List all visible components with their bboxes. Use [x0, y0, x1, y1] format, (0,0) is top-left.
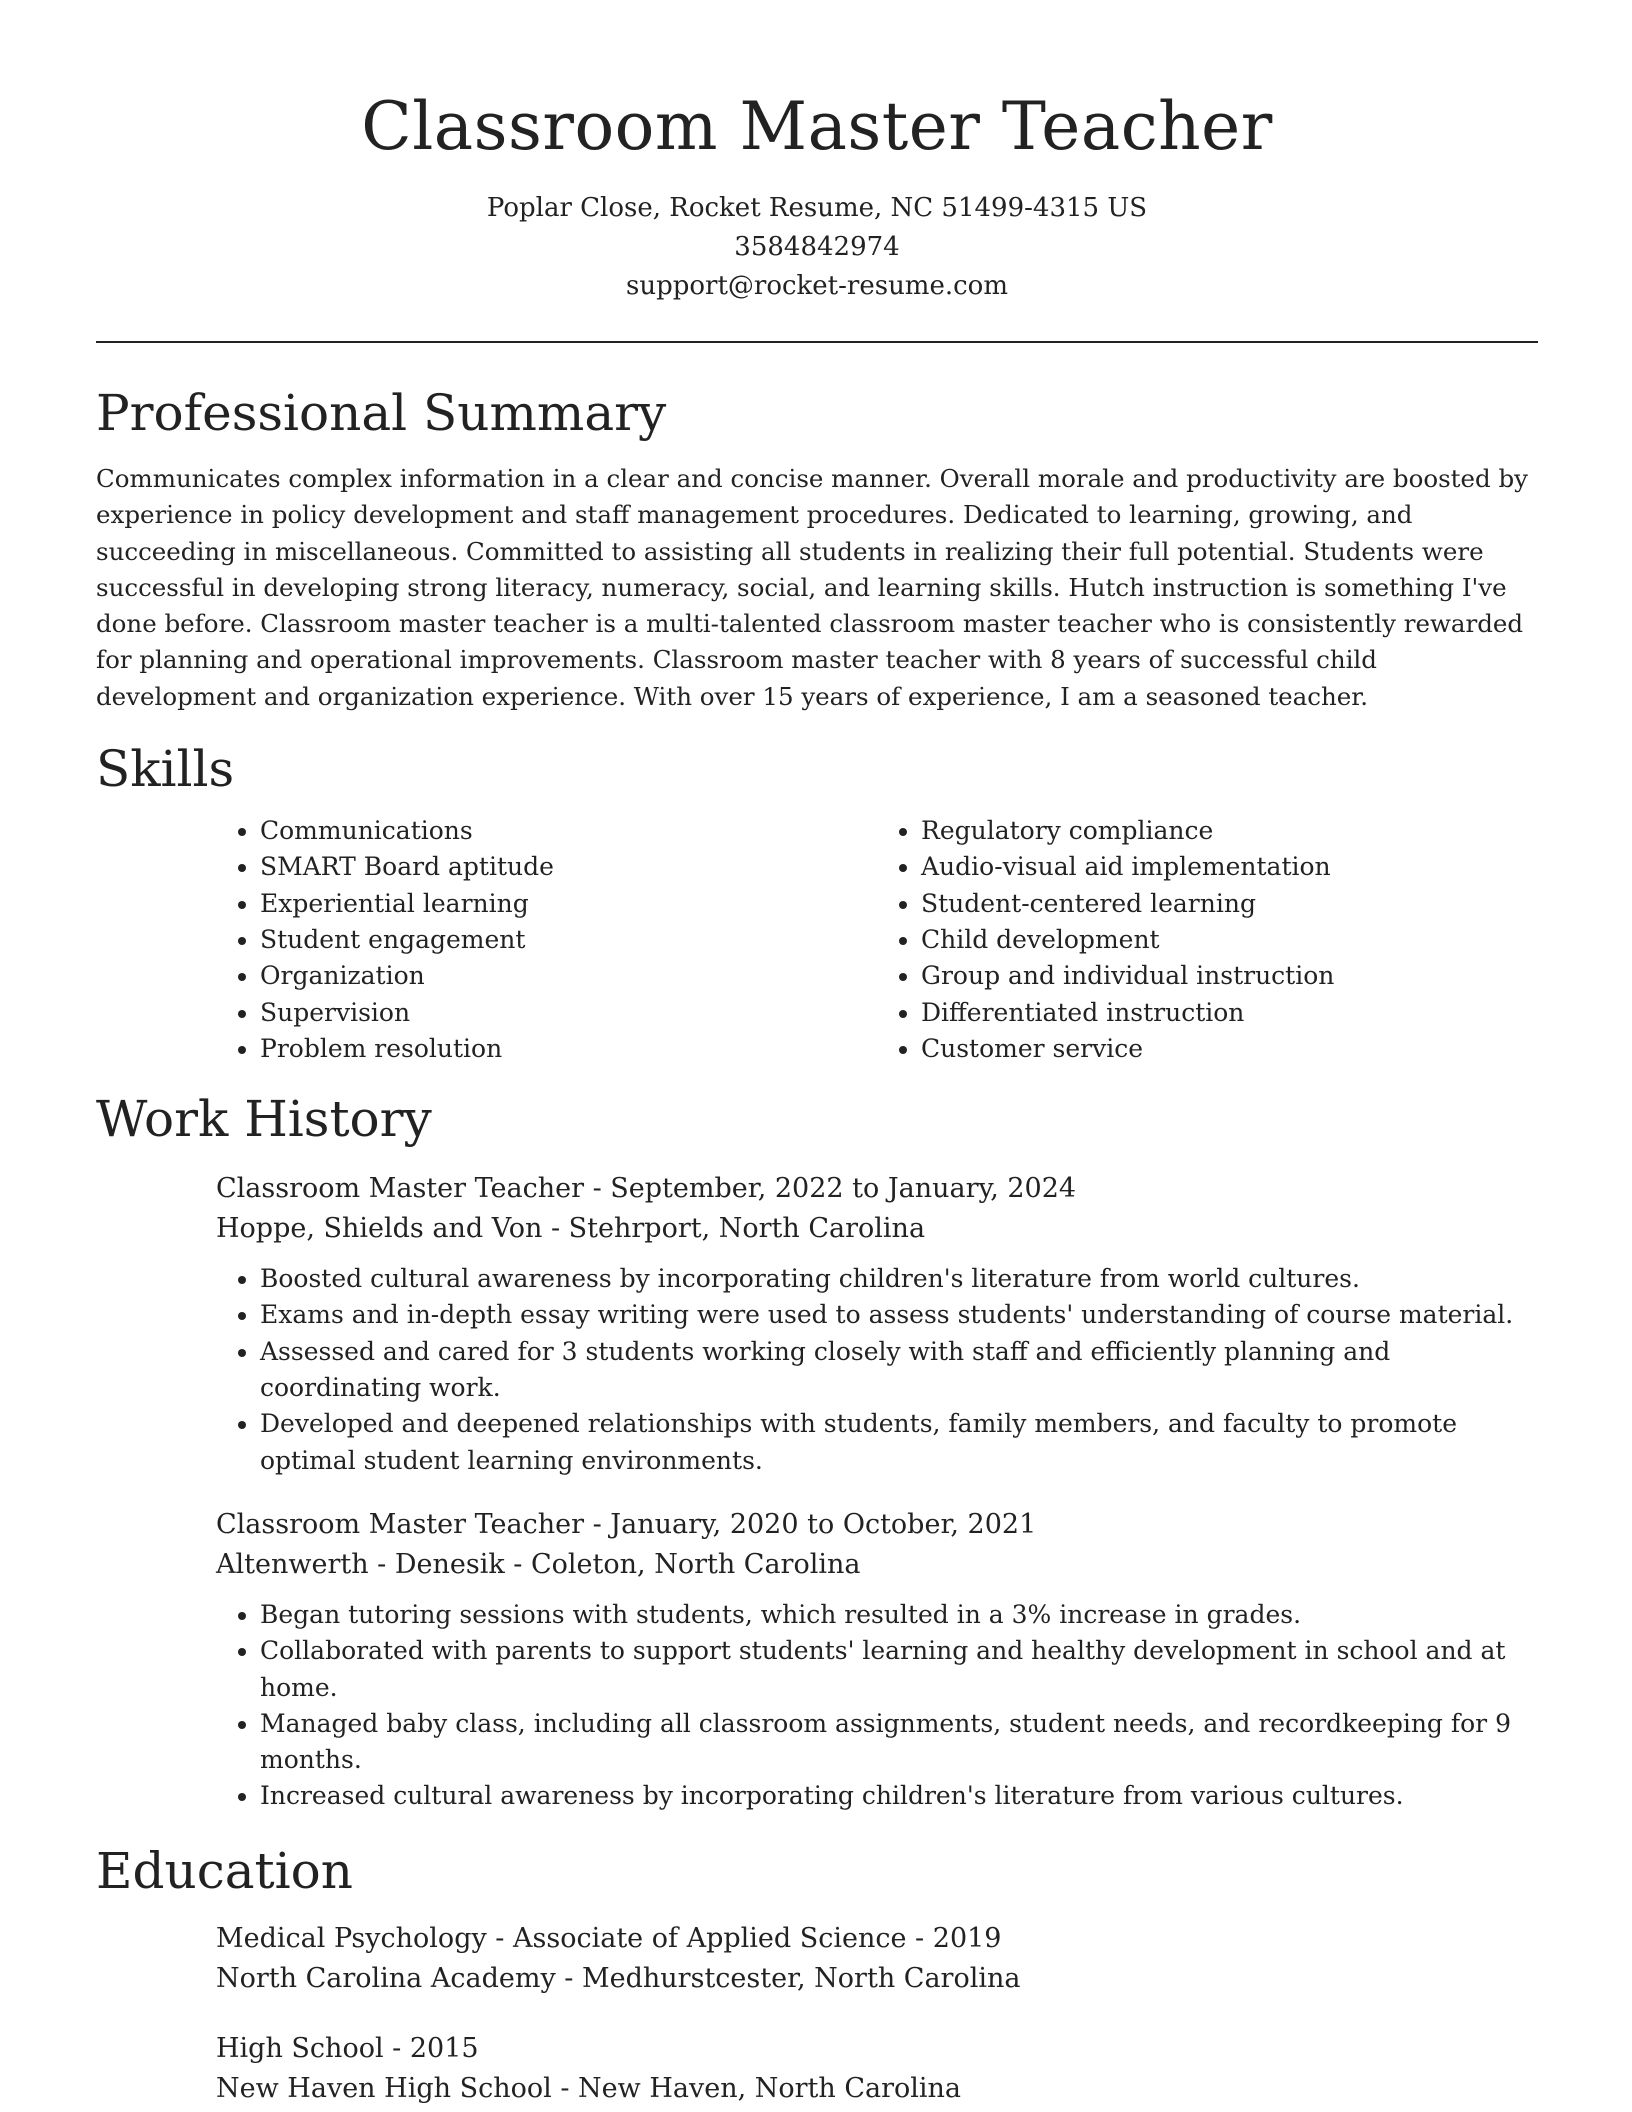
- skill-item: • Communications: [260, 813, 877, 849]
- work-title: Work History: [96, 1090, 432, 1149]
- job-bullet: • Collaborated with parents to support students' learning and healthy development in school and at home.: [260, 1633, 1538, 1706]
- education-entry: [216, 1919, 1538, 1999]
- education-school: New Haven High School - New Haven, North Carolina: [216, 2072, 962, 2104]
- skills-column-right: [877, 813, 1538, 1067]
- job-bullets: [216, 1597, 1538, 1815]
- job-bullet: • Assessed and cared for 3 students working closely with staff and efficiently planning and coordinating work.: [260, 1334, 1538, 1407]
- skill-item: • Problem resolution: [260, 1031, 877, 1067]
- education-school: North Carolina Academy - Medhurstcester, North Carolina: [216, 1962, 1021, 1994]
- job-bullet: • Boosted cultural awareness by incorporating children's literature from world cultures.: [260, 1261, 1538, 1297]
- summary-text: Communicates complex information in a clear and concise manner. Overall morale and productivity are boosted by experience in policy development and staff management procedures. Dedicated to learning, growing, and succeeding in miscellaneous. Committed to assisting all students in realizing their full potential. Students were successful in developing strong literacy, numeracy, social, and learning skills. Hutch instruction is something I've done before. Classroom master teacher is a multi-talented classroom master teacher who is consistently rewarded for planning and operational improvements. Classroom master teacher with 8 years of successful child development and organization experience. With over 15 years of experience, I am a seasoned teacher.: [96, 464, 1529, 711]
- skill-item: • Group and individual instruction: [921, 958, 1538, 994]
- resume-page: [96, 0, 1538, 2109]
- job-heading: Classroom Master Teacher - January, 2020 to October, 2021: [216, 1508, 1037, 1540]
- skill-item: • Audio-visual aid implementation: [921, 849, 1538, 885]
- skill-item: • Organization: [260, 958, 877, 994]
- job-bullet: • Began tutoring sessions with students, which resulted in a 3% increase in grades.: [260, 1597, 1538, 1633]
- skill-item: • Experiential learning: [260, 886, 877, 922]
- skill-item: • Supervision: [260, 995, 877, 1031]
- skills-column-left: [216, 813, 877, 1067]
- skill-item: • Regulatory compliance: [921, 813, 1538, 849]
- skill-item: • Differentiated instruction: [921, 995, 1538, 1031]
- job-entry: [216, 1169, 1538, 1479]
- job-employer: Altenwerth - Denesik - Coleton, North Carolina: [216, 1548, 861, 1580]
- job-bullet: • Developed and deepened relationships with students, family members, and faculty to promote optimal student learning environments.: [260, 1406, 1538, 1479]
- job-heading: Classroom Master Teacher - September, 2022 to January, 2024: [216, 1173, 1077, 1205]
- job-bullet: • Exams and in-depth essay writing were used to assess students' understanding of course material.: [260, 1297, 1538, 1333]
- contact-block: [96, 189, 1538, 306]
- skills-list: [216, 813, 1538, 1067]
- resume-name: Classroom Master Teacher: [361, 88, 1273, 165]
- education-heading: High School - 2015: [216, 2032, 479, 2064]
- contact-phone: 3584842974: [734, 232, 900, 262]
- skill-item: • Student-centered learning: [921, 886, 1538, 922]
- job-bullet: • Managed baby class, including all classroom assignments, student needs, and recordkeeping for 9 months.: [260, 1706, 1538, 1779]
- job-bullet: • Increased cultural awareness by incorporating children's literature from various cultures.: [260, 1778, 1538, 1814]
- job-bullets: [216, 1261, 1538, 1479]
- skills-title: Skills: [96, 740, 235, 799]
- job-employer: Hoppe, Shields and Von - Stehrport, North Carolina: [216, 1213, 926, 1245]
- job-entry: [216, 1505, 1538, 1815]
- header-divider: [96, 341, 1538, 343]
- skill-item: • SMART Board aptitude: [260, 849, 877, 885]
- skill-item: • Child development: [921, 922, 1538, 958]
- skill-item: • Customer service: [921, 1031, 1538, 1067]
- contact-address: Poplar Close, Rocket Resume, NC 51499-4315 US: [486, 193, 1148, 223]
- summary-title: Professional Summary: [96, 384, 667, 442]
- skill-item: • Student engagement: [260, 922, 877, 958]
- education-heading: Medical Psychology - Associate of Applied Science - 2019: [216, 1922, 1002, 1954]
- contact-email: support@rocket-resume.com: [625, 271, 1008, 301]
- education-title: Education: [96, 1841, 353, 1900]
- education-entry: [216, 2029, 1538, 2109]
